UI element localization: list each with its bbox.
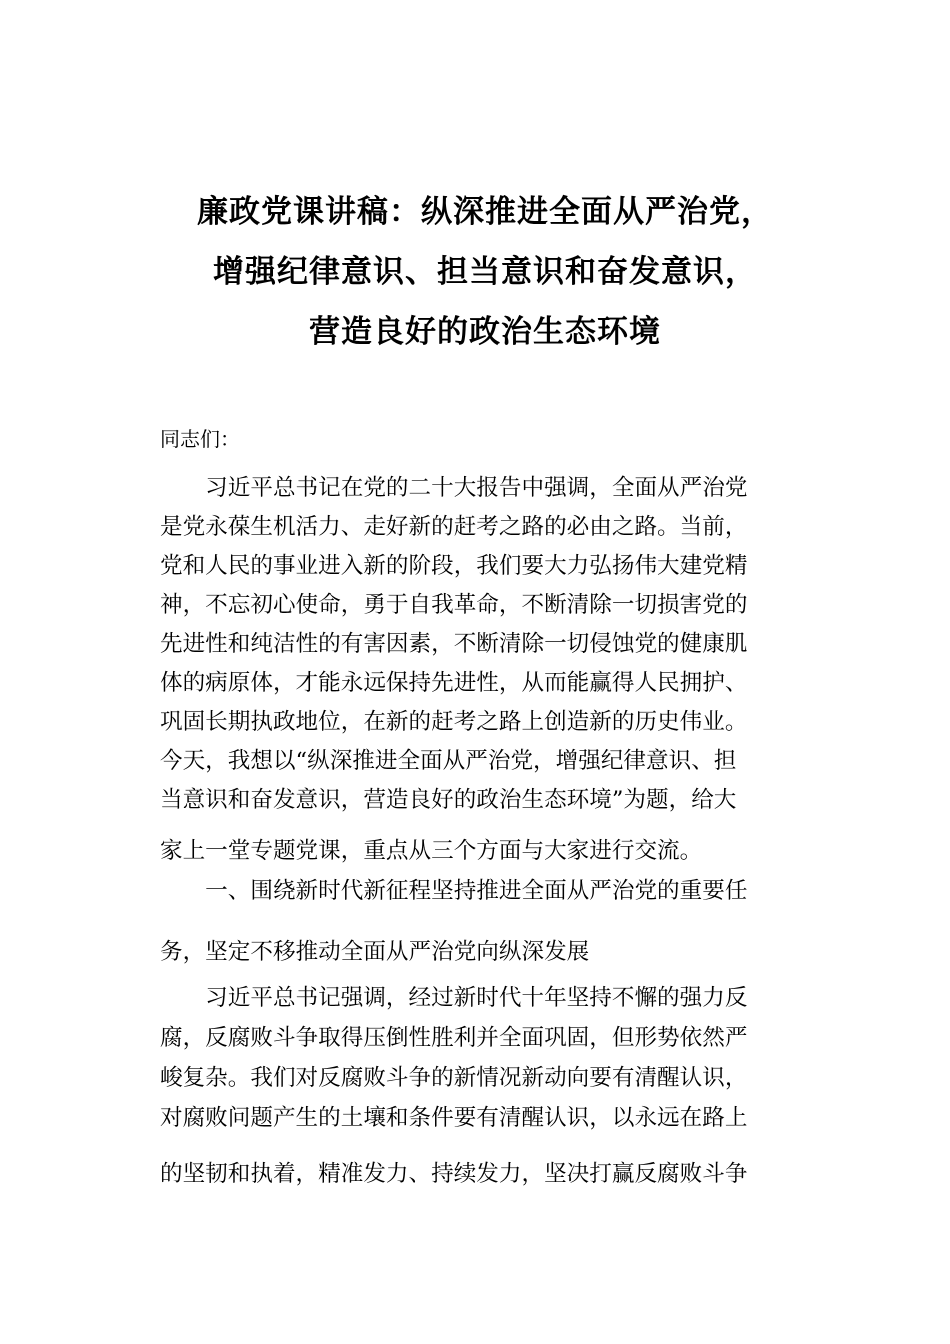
paragraph-line: 对腐败问题产生的土壤和条件要有清醒认识，以永远在路上 [160,1105,748,1131]
paragraph-line: 今天，我想以“纵深推进全面从严治党，增强纪律意识、担 [160,748,737,774]
paragraph-line: 巩固长期执政地位，在新的赶考之路上创造新的历史伟业。 [160,709,748,735]
paragraph-line: 的坚韧和执着，精准发力、持续发力，坚决打赢反腐败斗争 [160,1161,748,1187]
paragraph-line: 神，不忘初心使命，勇于自我革命，不断清除一切损害党的 [160,592,748,618]
greeting: 同志们： [160,427,240,451]
title-line-1: 廉政党课讲稿：纵深推进全面从严治党， [197,194,773,230]
title-line-2: 增强纪律意识、担当意识和奋发意识， [213,254,757,290]
document-title [100,182,870,362]
heading-line: 一、围绕新时代新征程坚持推进全面从严治党的重要任 [160,878,748,904]
paragraph-line: 习近平总书记在党的二十大报告中强调，全面从严治党 [160,475,748,501]
paragraph-line: 先进性和纯洁性的有害因素，不断清除一切侵蚀党的健康肌 [160,631,748,657]
paragraph-line: 峻复杂。我们对反腐败斗争的新情况新动向要有清醒认识， [160,1065,748,1091]
paragraph-line: 腐，反腐败斗争取得压倒性胜利并全面巩固，但形势依然严 [160,1025,748,1051]
paragraph-line: 家上一堂专题党课，重点从三个方面与大家进行交流。 [160,838,703,864]
heading-line: 务，坚定不移推动全面从严治党向纵深发展 [160,939,590,965]
paragraph-line: 当意识和奋发意识，营造良好的政治生态环境”为题，给大 [160,787,737,813]
paragraph-line: 习近平总书记强调，经过新时代十年坚持不懈的强力反 [160,985,748,1011]
paragraph-line: 党和人民的事业进入新的阶段，我们要大力弘扬伟大建党精 [160,553,748,579]
paragraph-line: 体的病原体，才能永远保持先进性，从而能赢得人民拥护、 [160,670,748,696]
paragraph-line: 是党永葆生机活力、走好新的赶考之路的必由之路。当前， [160,514,748,540]
title-line-3: 营造良好的政治生态环境 [309,314,661,350]
